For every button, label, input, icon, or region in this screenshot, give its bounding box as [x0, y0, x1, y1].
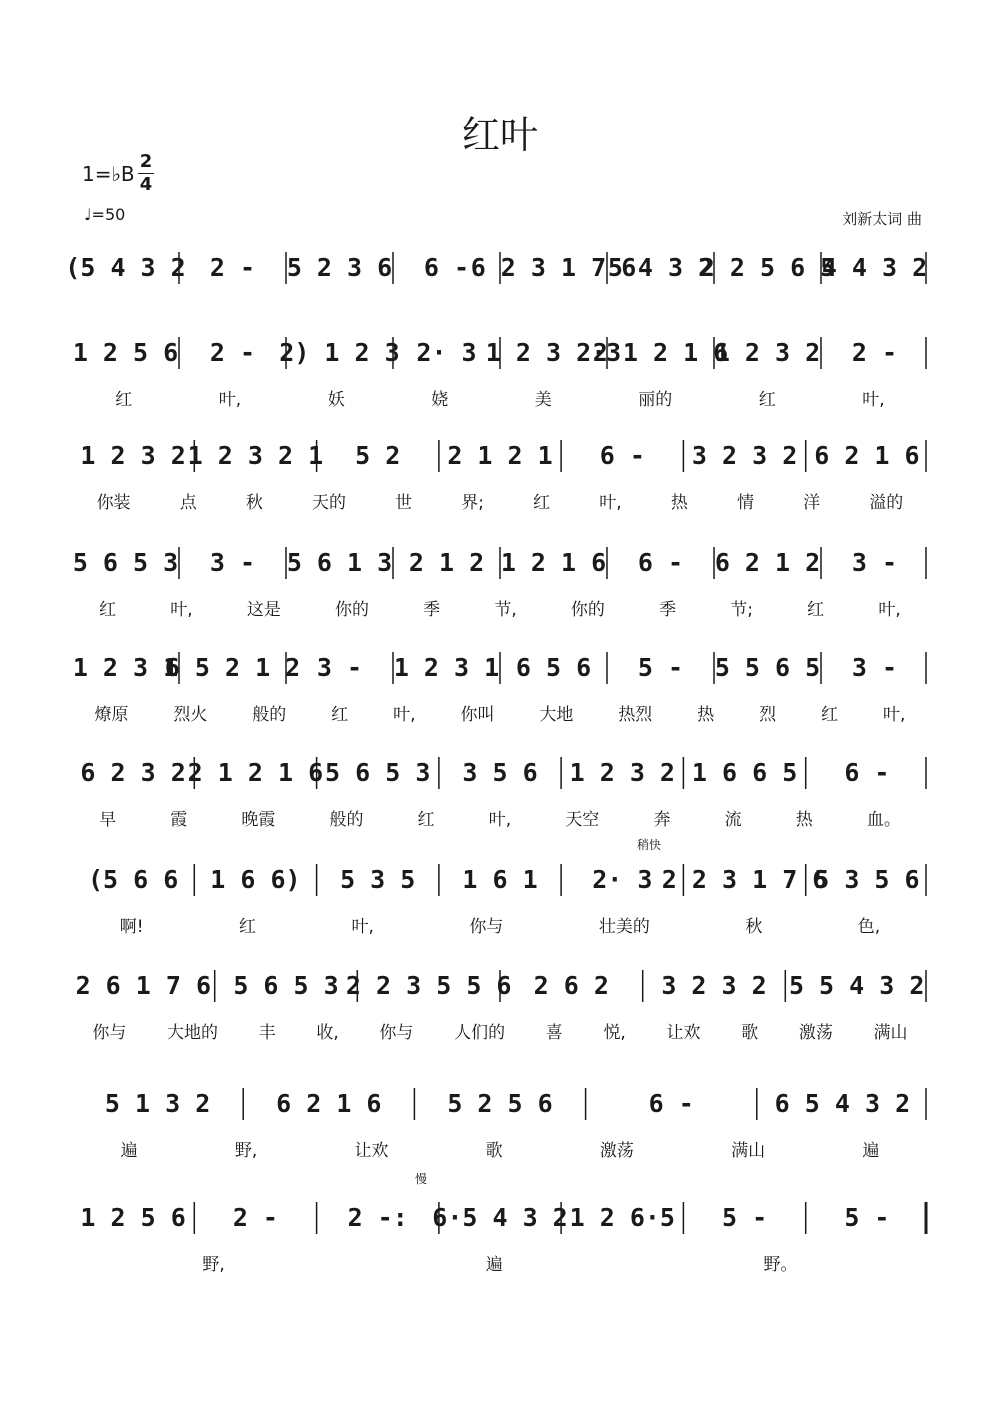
lyric-syllable: 燎原 [94, 705, 129, 725]
lyric-syllable: 红 [239, 917, 257, 937]
lyrics-row [72, 700, 928, 728]
composer-credit: 刘新太词 曲 [842, 210, 922, 228]
measure-notes: 1 2 3 1 [72, 653, 179, 682]
lyric-syllable: 世 [395, 493, 413, 513]
measure-notes: 6 2 1 6 [276, 1089, 382, 1118]
lyric-syllable: 红 [758, 390, 776, 410]
lyric-syllable: 热 [795, 810, 813, 830]
measure-notes: 6 - [844, 758, 890, 787]
lyric-syllable: 霞 [170, 810, 188, 830]
lyric-syllable: 满山 [873, 1023, 908, 1043]
measure-notes: 6 - [423, 253, 470, 282]
lyric-syllable: 叶, [488, 810, 512, 830]
lyric-syllable: 大地的 [167, 1023, 218, 1043]
measure-notes: 1 6 6) [210, 865, 301, 894]
measure-notes: 1 2 3 2 [569, 758, 675, 787]
lyric-syllable: 红 [115, 390, 133, 410]
lyric-syllable: 叶, [170, 600, 193, 620]
lyric-syllable: 野, [234, 1141, 258, 1161]
measure-notes: 2 - [232, 1203, 278, 1232]
notes-row [72, 535, 928, 595]
lyric-syllable: 叶, [862, 390, 885, 410]
measure-notes: 5 3 5 [340, 865, 416, 894]
lyric-syllable: 丽的 [638, 390, 673, 410]
measure-notes: 5 6 5 3 [233, 971, 339, 1000]
measure-notes: 1 6 6 5 [691, 758, 798, 787]
measure-notes: 5 6 1 3 [286, 548, 393, 577]
lyric-syllable: 遍 [120, 1141, 138, 1161]
measure-notes: 5 3 5 6 [814, 865, 920, 894]
lyric-syllable: 啊! [119, 917, 144, 937]
measure-notes: 2 6 1 7 6 [75, 971, 212, 1000]
measure-notes: 6 5 4 3 2 [774, 1089, 911, 1118]
measure-notes: 2 2 5 6 5 [699, 253, 836, 282]
lyric-syllable: 你叫 [460, 705, 495, 725]
lyric-syllable: 秋 [245, 493, 263, 513]
measure-notes: 3 2 3 2 [691, 441, 798, 470]
lyric-syllable: 红 [533, 493, 551, 513]
measure-notes: 6 5 6 [515, 653, 592, 682]
lyric-syllable: 奔 [653, 810, 671, 830]
measure-notes: (5 4 3 2 [65, 253, 186, 282]
measure-notes: 2 1 2 1 6 [187, 758, 324, 787]
lyric-syllable: 娆 [431, 390, 449, 410]
lyric-syllable: 节; [730, 600, 753, 620]
lyrics-row [72, 488, 928, 516]
lyric-syllable: 大地 [539, 705, 574, 725]
lyrics-row [72, 912, 928, 940]
measure-notes: 5 2 5 6 [447, 1089, 553, 1118]
measure-notes: 5 - [844, 1203, 890, 1232]
measure-notes: 5 6 5 3 [72, 548, 179, 577]
lyric-syllable: 叶, [599, 493, 622, 513]
measure-notes: 6 2 1 2 [714, 548, 821, 577]
measure-notes: 1 2 3 2 1 [187, 441, 324, 470]
lyric-syllable: 天的 [311, 493, 346, 513]
measure-notes: 5 5 4 3 2 [788, 971, 925, 1000]
measure-notes: 6 - [648, 1089, 694, 1118]
lyric-syllable: 色, [857, 917, 881, 937]
measure-notes: 3 - [851, 548, 898, 577]
measure-notes: 5 - [722, 1203, 768, 1232]
notes-row [72, 1076, 928, 1136]
lyric-syllable: 热 [697, 705, 715, 725]
lyrics-row [72, 1018, 928, 1046]
lyric-syllable: 天空 [565, 810, 600, 830]
measure-notes: 1 2 5 6 [72, 338, 179, 367]
measure-notes: 6 2 3 1 7 6 [470, 253, 637, 282]
measure-notes: 3 - [316, 653, 363, 682]
faster-marking: 稍快 [637, 838, 662, 852]
lyrics-row [72, 385, 928, 413]
lyric-syllable: 这是 [246, 600, 281, 620]
lyric-syllable: 你的 [570, 600, 605, 620]
lyric-syllable: 你与 [379, 1023, 414, 1043]
key-signature: 1=♭B [82, 162, 135, 186]
measure-notes: 2 1 2 [408, 548, 485, 577]
lyric-syllable: 般的 [252, 705, 287, 725]
lyric-syllable: 叶, [351, 917, 374, 937]
measure-notes: 2 - [209, 338, 256, 367]
time-signature [138, 152, 154, 195]
score-system [72, 428, 928, 528]
measure-notes: 5 - [637, 653, 684, 682]
time-signature-bottom: 4 [139, 174, 153, 195]
lyric-syllable: 美 [534, 390, 552, 410]
measure-notes: 1 2 5 6 [80, 1203, 186, 1232]
measure-notes: 2 2 3 5 5 6 [345, 971, 512, 1000]
lyric-syllable: 歌 [741, 1023, 759, 1043]
lyric-syllable: 热烈 [618, 705, 653, 725]
score-system [72, 640, 928, 740]
lyric-syllable: 早 [99, 810, 117, 830]
measure-notes: 1 2 3 1 [393, 653, 500, 682]
measure-notes: 6 2 1 6 [814, 441, 920, 470]
lyric-syllable: 遍 [485, 1255, 503, 1275]
lyric-syllable: 你与 [469, 917, 504, 937]
lyric-syllable: 秋 [745, 917, 763, 937]
lyric-syllable: 叶, [393, 705, 416, 725]
lyric-syllable: 叶, [218, 390, 242, 410]
time-signature-top: 2 [139, 151, 153, 172]
measure-notes: 2· 3 [592, 865, 653, 894]
score-system [72, 535, 928, 635]
lyric-syllable: 让欢 [354, 1141, 389, 1161]
measure-notes: 2 - [209, 253, 256, 282]
lyric-syllable: 悦, [603, 1023, 626, 1043]
measure-notes: 3 - [209, 548, 256, 577]
measure-notes: 4 4 3 2 [821, 253, 928, 282]
lyric-syllable: 壮美的 [598, 917, 650, 937]
lyric-syllable: 血。 [866, 810, 901, 830]
lyric-syllable: 野。 [763, 1255, 798, 1275]
lyric-syllable: 季 [659, 600, 677, 620]
lyric-syllable: 洋 [803, 493, 821, 513]
lyric-syllable: 溢的 [869, 493, 904, 513]
lyric-syllable: 丰 [258, 1023, 276, 1043]
lyric-syllable: 烈 [759, 705, 777, 725]
lyric-syllable: 红 [99, 600, 117, 620]
lyric-syllable: 你装 [96, 493, 131, 513]
measure-notes: 1 6 1 [462, 865, 538, 894]
lyric-syllable: 你与 [92, 1023, 127, 1043]
lyric-syllable: 激荡 [798, 1023, 833, 1043]
measure-notes: 2 6 2 [533, 971, 609, 1000]
measure-notes: 1 2 3 2 [80, 441, 186, 470]
lyric-syllable: 让欢 [666, 1023, 701, 1043]
song-title: 红叶 [461, 113, 538, 157]
lyrics-row [72, 1250, 928, 1278]
lyric-syllable: 热 [670, 493, 688, 513]
lyric-syllable: 歌 [485, 1141, 503, 1161]
lyric-syllable: 点 [179, 493, 197, 513]
measure-notes: 6·5 4 3 2 [432, 1203, 568, 1232]
measure-notes: 3 5 6 [462, 758, 538, 787]
measure-notes: 2· 3 [416, 338, 477, 367]
score-system [72, 745, 928, 845]
measure-notes: 1 2 3 2·3 [485, 338, 622, 367]
notes-row [65, 240, 928, 300]
lyric-syllable: 妖 [327, 390, 345, 410]
lyric-syllable: 叶, [878, 600, 901, 620]
lyric-syllable: 激荡 [599, 1141, 634, 1161]
lyric-syllable: 红 [331, 705, 349, 725]
measure-notes: 6 5 2 1 2 [164, 653, 301, 682]
score-system [72, 852, 928, 952]
measure-notes: 5 4 3 2 [607, 253, 714, 282]
score-system [72, 958, 928, 1058]
lyric-syllable: 季 [423, 600, 441, 620]
score-system [72, 325, 928, 425]
measure-notes: 5 5 6 5 [714, 653, 821, 682]
measure-notes: 2 1 2 1 [447, 441, 553, 470]
score-system [72, 1076, 928, 1176]
measure-notes: 6 - [637, 548, 684, 577]
lyric-syllable: 红 [417, 810, 435, 830]
lyric-syllable: 野, [202, 1255, 225, 1275]
lyric-syllable: 人们的 [454, 1023, 506, 1043]
lyric-syllable: 晚霞 [241, 810, 276, 830]
tempo-marking: ♩=50 [84, 205, 126, 224]
measure-notes: 2 -: [347, 1203, 408, 1232]
measure-notes: 3 2 3 2 [661, 971, 767, 1000]
lyric-syllable: 叶, [883, 705, 906, 725]
lyrics-row [72, 300, 928, 328]
measure-notes: 6 - [599, 441, 645, 470]
measure-notes: 2 2 3 1 7 6 [661, 865, 828, 894]
notes-row [72, 852, 928, 912]
measure-notes: 1 2 3 2 [714, 338, 821, 367]
score-system [72, 1190, 928, 1290]
measure-notes: 5 2 3 6 [286, 253, 393, 282]
lyrics-row [72, 595, 928, 623]
lyric-syllable: 收, [316, 1023, 339, 1043]
lyric-syllable: 节, [494, 600, 517, 620]
lyric-syllable: 红 [821, 705, 839, 725]
lyrics-row [72, 805, 928, 833]
lyric-syllable: 遍 [862, 1141, 880, 1161]
lyric-syllable: 界; [461, 493, 484, 513]
lyric-syllable: 流 [724, 810, 742, 830]
measure-notes: (5 6 6 [87, 865, 179, 894]
measure-notes: 5 6 5 3 [325, 758, 431, 787]
notes-row [72, 745, 928, 805]
measure-notes: 5 2 [355, 441, 401, 470]
lyrics-row [72, 1136, 928, 1164]
lyric-syllable: 你的 [335, 600, 369, 620]
measure-notes: 1 2 1 6 [500, 548, 607, 577]
measure-notes: 2 1 2 1 6 [592, 338, 729, 367]
notes-row [72, 325, 928, 385]
measure-notes: 3 - [851, 653, 898, 682]
notes-row [72, 640, 928, 700]
measure-notes: 6 2 3 2 [80, 758, 186, 787]
measure-notes: 5 1 3 2 [104, 1089, 211, 1118]
lyric-syllable: 情 [736, 493, 754, 513]
lyric-syllable: 满山 [731, 1141, 766, 1161]
measure-notes: 2 - [851, 338, 898, 367]
lyric-syllable: 般的 [329, 810, 364, 830]
lyric-syllable: 喜 [545, 1023, 563, 1043]
slow-marking: 慢 [415, 1172, 428, 1186]
notes-row [72, 958, 928, 1018]
notes-row [72, 428, 928, 488]
measure-notes: 1 2 6·5 [569, 1203, 675, 1232]
notes-row [72, 1190, 928, 1250]
lyric-syllable: 红 [807, 600, 825, 620]
lyric-syllable: 烈火 [173, 705, 208, 725]
measure-notes: 2) 1 2 3 [279, 338, 400, 367]
